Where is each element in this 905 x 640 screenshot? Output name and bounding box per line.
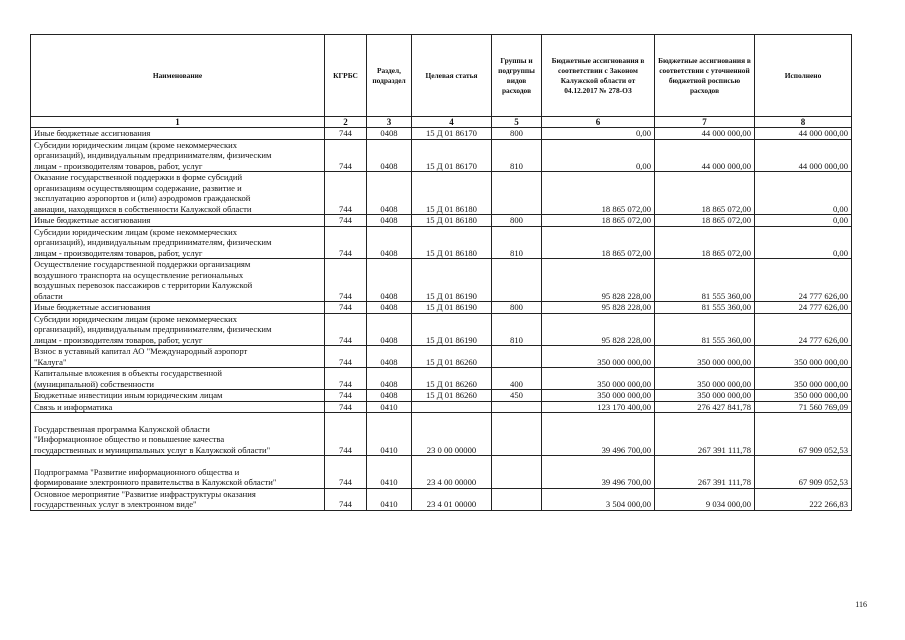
cell-specified-amount: 350 000 000,00: [655, 368, 755, 390]
cell-kgrbs: 744: [325, 390, 367, 402]
cell-section: 0408: [367, 226, 412, 259]
column-number: 4: [412, 117, 492, 128]
header-row: [31, 35, 852, 117]
cell-law-amount: 95 828 228,00: [542, 302, 655, 314]
cell-law-amount: 123 170 400,00: [542, 401, 655, 413]
cell-group: 450: [492, 390, 542, 402]
cell-section: 0408: [367, 128, 412, 140]
cell-group: [492, 346, 542, 368]
column-number: 8: [755, 117, 852, 128]
cell-section: 0410: [367, 413, 412, 456]
header-name: Наименование: [31, 35, 325, 117]
cell-kgrbs: 744: [325, 368, 367, 390]
cell-name: Бюджетные инвестиции иным юридическим лицам: [31, 390, 325, 402]
table-row: [31, 172, 852, 215]
cell-specified-amount: 350 000 000,00: [655, 390, 755, 402]
cell-law-amount: 3 504 000,00: [542, 488, 655, 510]
table-row: [31, 346, 852, 368]
cell-section: 0408: [367, 390, 412, 402]
cell-name: Субсидии юридическим лицам (кроме некоммерческих организаций), индивидуальным предпринимателям, физическим лицам - производителям товаров, работ, услуг: [31, 226, 325, 259]
cell-group: 810: [492, 313, 542, 346]
cell-law-amount: 0,00: [542, 139, 655, 172]
header-specified: Бюджетные ассигнования в соответствии с уточненной бюджетной росписью расходов: [655, 35, 755, 117]
table-row: [31, 259, 852, 302]
cell-section: 0410: [367, 488, 412, 510]
cell-law-amount: 350 000 000,00: [542, 390, 655, 402]
cell-law-amount: 95 828 228,00: [542, 259, 655, 302]
cell-specified-amount: 44 000 000,00: [655, 128, 755, 140]
cell-group: [492, 456, 542, 489]
cell-target: 15 Д 01 86260: [412, 368, 492, 390]
table-row: [31, 390, 852, 402]
cell-target: 23 4 01 00000: [412, 488, 492, 510]
cell-kgrbs: 744: [325, 259, 367, 302]
header-law: Бюджетные ассигнования в соответствии с Законом Калужской области от 04.12.2017 № 278-ОЗ: [542, 35, 655, 117]
cell-executed-amount: 350 000 000,00: [755, 368, 852, 390]
column-number: 2: [325, 117, 367, 128]
cell-kgrbs: 744: [325, 302, 367, 314]
table-row: [31, 456, 852, 489]
table-row: [31, 401, 852, 413]
table-row: [31, 302, 852, 314]
cell-group: 400: [492, 368, 542, 390]
header-section: Раздел, подраздел: [367, 35, 412, 117]
cell-kgrbs: 744: [325, 128, 367, 140]
cell-name: Иные бюджетные ассигнования: [31, 302, 325, 314]
header-target: Целевая статья: [412, 35, 492, 117]
cell-name: Оказание государственной поддержки в форме субсидий организациям осуществляющим содержание, развитие и эксплуатацию аэропортов и (или) аэродромов гражданской авиации, находящихся в собственности Калужской области: [31, 172, 325, 215]
table-row: [31, 313, 852, 346]
table-row: [31, 413, 852, 456]
cell-name: Государственная программа Калужской области "Информационное общество и повышение качества государственных и муниципальных услуг в Калужской области": [31, 413, 325, 456]
cell-specified-amount: 267 391 111,78: [655, 413, 755, 456]
cell-specified-amount: 81 555 360,00: [655, 313, 755, 346]
column-number: 1: [31, 117, 325, 128]
cell-executed-amount: 0,00: [755, 215, 852, 227]
cell-name: Иные бюджетные ассигнования: [31, 215, 325, 227]
cell-name: Осуществление государственной поддержки организациям воздушного транспорта на осуществление региональных воздушных перевозок пассажиров с территории Калужской области: [31, 259, 325, 302]
cell-executed-amount: 24 777 626,00: [755, 302, 852, 314]
table-row: [31, 215, 852, 227]
cell-section: 0410: [367, 401, 412, 413]
cell-law-amount: 350 000 000,00: [542, 346, 655, 368]
cell-target: [412, 401, 492, 413]
cell-group: [492, 413, 542, 456]
cell-group: [492, 401, 542, 413]
cell-law-amount: 350 000 000,00: [542, 368, 655, 390]
cell-group: [492, 488, 542, 510]
cell-executed-amount: 24 777 626,00: [755, 259, 852, 302]
cell-group: 810: [492, 139, 542, 172]
cell-section: 0408: [367, 368, 412, 390]
cell-section: 0408: [367, 346, 412, 368]
cell-target: 15 Д 01 86190: [412, 313, 492, 346]
cell-law-amount: 39 496 700,00: [542, 413, 655, 456]
cell-name: Основное мероприятие "Развитие инфраструктуры оказания государственных услуг в электронном виде": [31, 488, 325, 510]
cell-kgrbs: 744: [325, 346, 367, 368]
cell-specified-amount: 18 865 072,00: [655, 215, 755, 227]
cell-name: Связь и информатика: [31, 401, 325, 413]
cell-kgrbs: 744: [325, 139, 367, 172]
cell-kgrbs: 744: [325, 215, 367, 227]
cell-target: 15 Д 01 86180: [412, 226, 492, 259]
cell-kgrbs: 744: [325, 456, 367, 489]
cell-law-amount: 39 496 700,00: [542, 456, 655, 489]
table-body: [31, 128, 852, 511]
cell-law-amount: 18 865 072,00: [542, 172, 655, 215]
cell-target: 15 Д 01 86190: [412, 259, 492, 302]
cell-group: 800: [492, 215, 542, 227]
cell-name: Иные бюджетные ассигнования: [31, 128, 325, 140]
cell-section: 0408: [367, 215, 412, 227]
cell-executed-amount: 67 909 052,53: [755, 456, 852, 489]
cell-section: 0408: [367, 259, 412, 302]
cell-executed-amount: 222 266,83: [755, 488, 852, 510]
cell-target: 15 Д 01 86260: [412, 346, 492, 368]
cell-section: 0408: [367, 302, 412, 314]
cell-group: [492, 172, 542, 215]
column-number-row: [31, 117, 852, 128]
cell-target: 15 Д 01 86180: [412, 215, 492, 227]
cell-executed-amount: 44 000 000,00: [755, 128, 852, 140]
cell-law-amount: 18 865 072,00: [542, 226, 655, 259]
cell-target: 23 0 00 00000: [412, 413, 492, 456]
cell-group: 800: [492, 128, 542, 140]
column-number: 5: [492, 117, 542, 128]
cell-kgrbs: 744: [325, 313, 367, 346]
cell-specified-amount: 81 555 360,00: [655, 259, 755, 302]
cell-target: 15 Д 01 86260: [412, 390, 492, 402]
cell-section: 0408: [367, 139, 412, 172]
cell-kgrbs: 744: [325, 413, 367, 456]
cell-specified-amount: 9 034 000,00: [655, 488, 755, 510]
table-row: [31, 128, 852, 140]
cell-executed-amount: 44 000 000,00: [755, 139, 852, 172]
table-row: [31, 488, 852, 510]
cell-specified-amount: 81 555 360,00: [655, 302, 755, 314]
cell-name: Капитальные вложения в объекты государственной (муниципальной) собственности: [31, 368, 325, 390]
page-number: 116: [855, 600, 867, 609]
cell-group: [492, 259, 542, 302]
cell-name: Субсидии юридическим лицам (кроме некоммерческих организаций), индивидуальным предпринимателям, физическим лицам - производителям товаров, работ, услуг: [31, 139, 325, 172]
table-row: [31, 139, 852, 172]
header-kgrbs: КГРБС: [325, 35, 367, 117]
cell-executed-amount: 67 909 052,53: [755, 413, 852, 456]
cell-target: 15 Д 01 86190: [412, 302, 492, 314]
cell-executed-amount: 350 000 000,00: [755, 390, 852, 402]
cell-group: 810: [492, 226, 542, 259]
cell-kgrbs: 744: [325, 488, 367, 510]
column-number: 7: [655, 117, 755, 128]
column-number: 6: [542, 117, 655, 128]
cell-target: 15 Д 01 86170: [412, 139, 492, 172]
header-groups: Группы и подгруппы видов расходов: [492, 35, 542, 117]
cell-name: Взнос в уставный капитал АО "Международный аэропорт "Калуга": [31, 346, 325, 368]
cell-section: 0408: [367, 313, 412, 346]
cell-target: 15 Д 01 86180: [412, 172, 492, 215]
cell-kgrbs: 744: [325, 226, 367, 259]
cell-specified-amount: 44 000 000,00: [655, 139, 755, 172]
cell-kgrbs: 744: [325, 401, 367, 413]
cell-law-amount: 95 828 228,00: [542, 313, 655, 346]
cell-specified-amount: 18 865 072,00: [655, 172, 755, 215]
cell-specified-amount: 18 865 072,00: [655, 226, 755, 259]
cell-specified-amount: 267 391 111,78: [655, 456, 755, 489]
cell-group: 800: [492, 302, 542, 314]
table-row: [31, 368, 852, 390]
cell-target: 23 4 00 00000: [412, 456, 492, 489]
table-row: [31, 226, 852, 259]
cell-specified-amount: 276 427 841,78: [655, 401, 755, 413]
column-number: 3: [367, 117, 412, 128]
cell-section: 0410: [367, 456, 412, 489]
cell-executed-amount: 71 560 769,09: [755, 401, 852, 413]
cell-specified-amount: 350 000 000,00: [655, 346, 755, 368]
header-executed: Исполнено: [755, 35, 852, 117]
cell-executed-amount: 0,00: [755, 172, 852, 215]
budget-table: [30, 34, 852, 511]
cell-target: 15 Д 01 86170: [412, 128, 492, 140]
cell-kgrbs: 744: [325, 172, 367, 215]
cell-law-amount: 18 865 072,00: [542, 215, 655, 227]
cell-executed-amount: 24 777 626,00: [755, 313, 852, 346]
cell-executed-amount: 350 000 000,00: [755, 346, 852, 368]
budget-report-sheet: [30, 34, 851, 511]
cell-section: 0408: [367, 172, 412, 215]
cell-law-amount: 0,00: [542, 128, 655, 140]
cell-name: Субсидии юридическим лицам (кроме некоммерческих организаций), индивидуальным предпринимателям, физическим лицам - производителям товаров, работ, услуг: [31, 313, 325, 346]
cell-executed-amount: 0,00: [755, 226, 852, 259]
cell-name: Подпрограмма "Развитие информационного общества и формирование электронного правительства в Калужской области": [31, 456, 325, 489]
